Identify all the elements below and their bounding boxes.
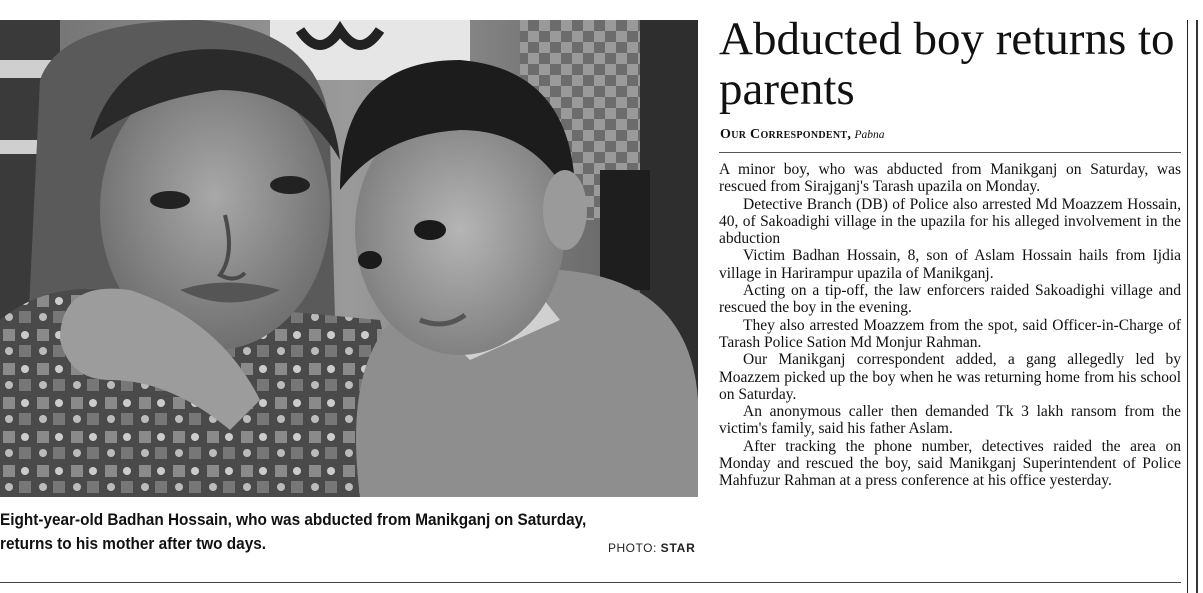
article-paragraph: Victim Badhan Hossain, 8, son of Aslam Hossain hails from Ijdia village in Harirampur upazila of Manikganj. <box>719 247 1181 282</box>
article-paragraph: An anonymous caller then demanded Tk 3 lakh ransom from the victim's family, said his father Aslam. <box>719 403 1181 438</box>
article-paragraph: Our Manikganj correspondent added, a gang allegedly led by Moazzem picked up the boy when he was returning home from his school on Saturday. <box>719 351 1181 403</box>
news-photo <box>0 20 698 497</box>
article-byline <box>720 126 884 143</box>
article-body <box>719 161 1181 490</box>
byline-divider <box>719 152 1181 153</box>
byline-name: Our Correspondent, <box>720 127 852 142</box>
caption-line-2: returns to his mother after two days. <box>0 535 267 553</box>
page-bottom-rule <box>0 582 1181 583</box>
photo-credit <box>608 541 696 555</box>
column-edge-rule <box>1187 20 1188 593</box>
article-paragraph: They also arrested Moazzem from the spot, said Officer-in-Charge of Tarash Police Sation Md Monjur Rahman. <box>719 316 1181 351</box>
article-headline: Abducted boy returns to parents <box>719 13 1175 115</box>
page-edge-rule <box>1196 20 1198 593</box>
article-paragraph: A minor boy, who was abducted from Manikganj on Saturday, was rescued from Sirajganj's Tarash upazila on Monday. <box>719 161 1181 196</box>
photo-caption <box>0 508 651 556</box>
photo-credit-source: STAR <box>660 541 696 555</box>
article-paragraph: Acting on a tip-off, the law enforcers raided Sakoadighi village and rescued the boy in the evening. <box>719 282 1181 317</box>
article-paragraph: Detective Branch (DB) of Police also arrested Md Moazzem Hossain, 40, of Sakoadighi village in the upazila for his alleged involvement in the abduction <box>719 195 1181 248</box>
photo-mother-and-son <box>0 20 698 497</box>
article-paragraph: After tracking the phone number, detectives raided the area on Monday and rescued the boy, said Manikganj Superintendent of Police Mahfuzur Rahman at a press conference at his office yesterday. <box>719 437 1181 490</box>
byline-place: Pabna <box>854 129 885 141</box>
photo-credit-prefix: PHOTO: <box>608 541 657 555</box>
caption-line-1: Eight-year-old Badhan Hossain, who was abducted from Manikganj on Saturday, <box>0 511 587 529</box>
